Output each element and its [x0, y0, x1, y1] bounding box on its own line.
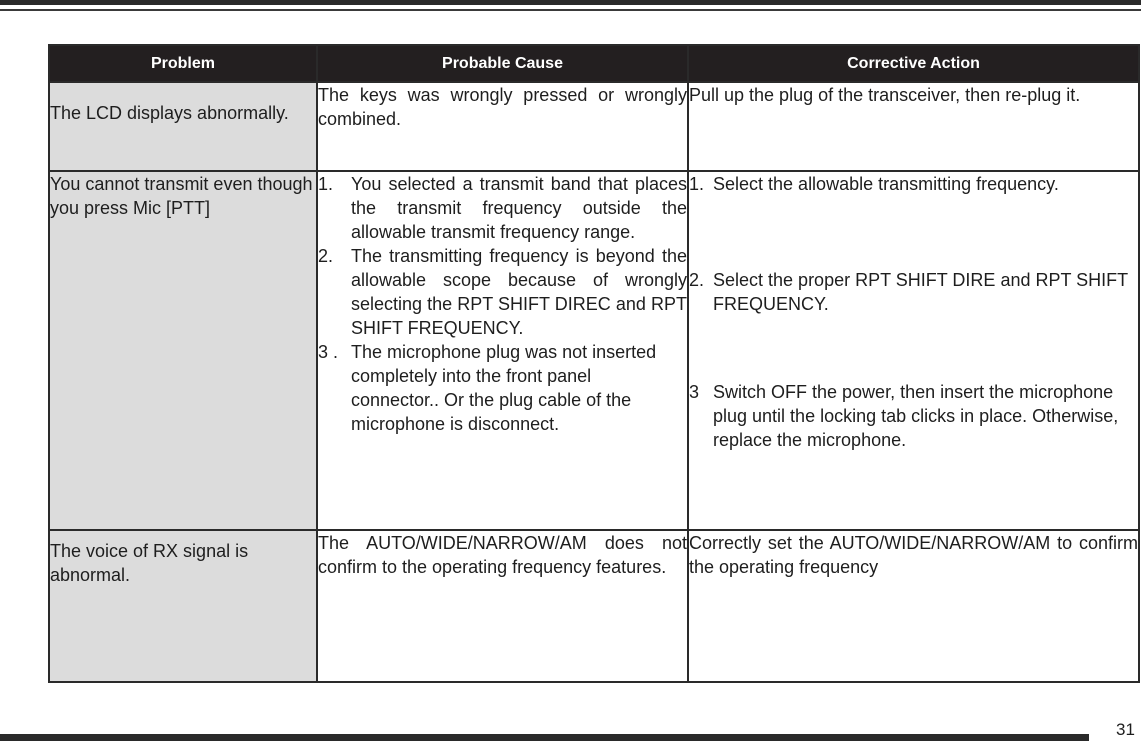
table-header-row	[49, 45, 1139, 82]
problem-cell	[49, 82, 317, 171]
cause-item-text: You selected a transmit band that places the transmit frequency outside the allowable transmit frequency range.	[351, 174, 687, 242]
problem-text: You cannot transmit even though you press Mic [PTT]	[50, 174, 313, 218]
action-item-text: Select the proper RPT SHIFT DIRE and RPT SHIFT FREQUENCY.	[713, 270, 1128, 314]
action-item-text: Select the allowable transmitting frequency.	[713, 174, 1059, 194]
action-item-number: 1.	[689, 174, 705, 194]
action-text: Correctly set the AUTO/WIDE/NARROW/AM to confirm the operating frequency	[689, 533, 1138, 577]
cause-item	[318, 340, 687, 436]
problem-cell	[49, 171, 317, 530]
cause-item-text: The transmitting frequency is beyond the allowable scope because of wrongly selecting the RPT SHIFT DIREC and RPT SHIFT FREQUENCY.	[351, 246, 687, 338]
cause-cell	[317, 82, 688, 171]
action-item	[689, 172, 1138, 196]
cause-item-text: The microphone plug was not inserted completely into the front panel connector.. Or the plug cable of the microphone is disconnect.	[351, 342, 657, 434]
cause-item-number: 2.	[318, 246, 334, 266]
cause-item	[318, 244, 687, 340]
action-cell	[688, 530, 1139, 682]
troubleshooting-table	[48, 44, 1140, 683]
action-cell	[688, 82, 1139, 171]
action-item	[689, 268, 1138, 316]
action-cell	[688, 171, 1139, 530]
bottom-rule	[0, 734, 1089, 741]
table-row	[49, 171, 1139, 530]
table-row	[49, 82, 1139, 171]
action-item-number: 2.	[689, 270, 705, 290]
header-corrective-action: Corrective Action	[688, 45, 1139, 82]
header-probable-cause: Probable Cause	[317, 45, 688, 82]
top-rule-thin	[0, 9, 1141, 11]
problem-text: The voice of RX signal is abnormal.	[50, 541, 249, 585]
action-item	[689, 380, 1138, 452]
problem-cell	[49, 530, 317, 682]
action-item-text: Switch OFF the power, then insert the microphone plug until the locking tab clicks in place. Otherwise, replace the microphone.	[713, 382, 1119, 450]
page-number: 31	[1116, 720, 1135, 739]
problem-text: The LCD displays abnormally.	[50, 103, 289, 123]
cause-item-number: 1.	[318, 174, 334, 194]
table-row	[49, 530, 1139, 682]
cause-cell	[317, 171, 688, 530]
top-rule	[0, 0, 1141, 5]
header-problem: Problem	[49, 45, 317, 82]
cause-item	[318, 172, 687, 244]
action-item-number: 3	[689, 382, 700, 402]
cause-item-number: 3 .	[318, 342, 339, 362]
cause-cell	[317, 530, 688, 682]
action-text: Pull up the plug of the transceiver, then re-plug it.	[689, 85, 1081, 105]
cause-text: The keys was wrongly pressed or wrongly combined.	[318, 85, 687, 129]
cause-text: The AUTO/WIDE/NARROW/AM does not confirm to the operating frequency features.	[318, 533, 687, 577]
